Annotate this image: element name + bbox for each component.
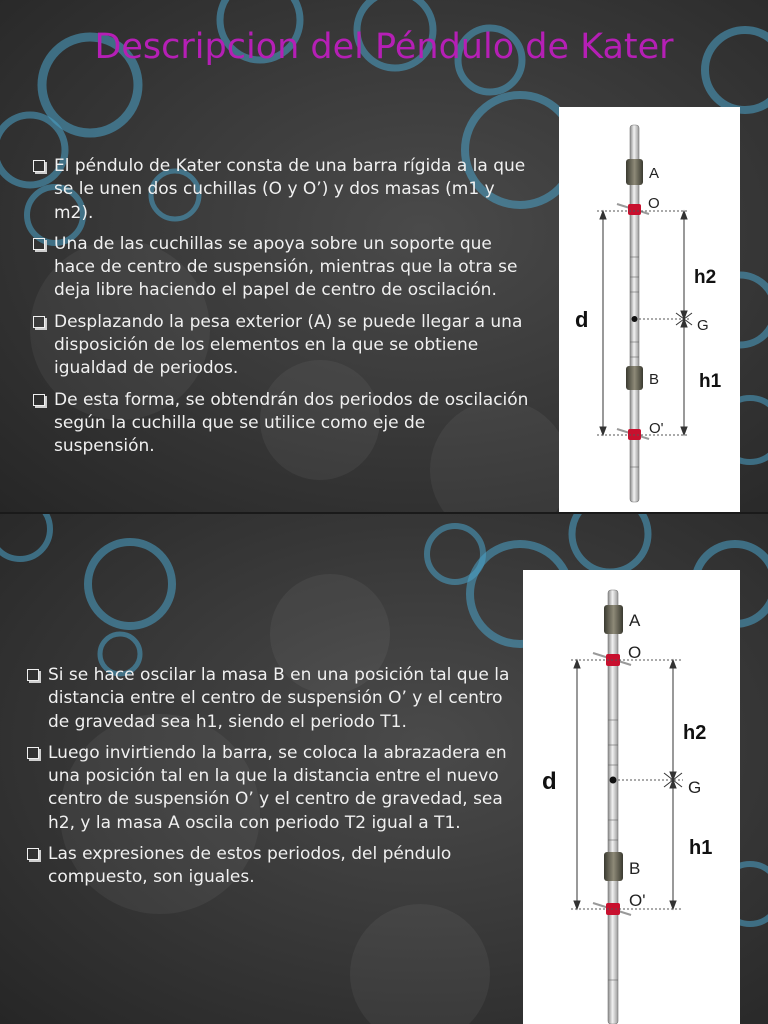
center-of-gravity-dot xyxy=(632,316,638,322)
knife-o xyxy=(617,204,649,215)
checkbox-bullet-icon xyxy=(27,848,39,860)
list-item: Las expresiones de estos periodos, del péndulo compuesto, son iguales. xyxy=(24,843,514,890)
label-o-prime: O' xyxy=(649,420,664,437)
list-item: Una de las cuchillas se apoya sobre un soporte que hace de centro de suspensión, mientras que la otra se deja libre haciendo el papel de centro de oscilación. xyxy=(30,233,530,303)
slide-2 xyxy=(0,512,768,1024)
checkbox-bullet-icon xyxy=(33,394,45,406)
label-o-prime: O' xyxy=(629,891,646,910)
mass-b xyxy=(604,852,623,881)
label-b: B xyxy=(649,371,660,388)
bullet-list xyxy=(30,155,530,467)
label-o: O xyxy=(648,195,660,212)
center-of-gravity-dot xyxy=(610,777,617,784)
label-g: G xyxy=(688,778,702,797)
list-item: De esta forma, se obtendrán dos periodos de oscilación según la cuchilla que se utilice como eje de suspensión. xyxy=(30,389,530,459)
mass-a xyxy=(626,159,643,185)
label-d: d xyxy=(542,768,557,795)
bullet-list xyxy=(24,664,514,898)
label-h2: h2 xyxy=(683,722,707,744)
list-item: Si se hace oscilar la masa B en una posición tal que la distancia entre el centro de suspensión O’ y el centro de gravedad sea h1, siendo el periodo T1. xyxy=(24,664,514,734)
mass-a xyxy=(604,605,623,634)
checkbox-bullet-icon xyxy=(33,316,45,328)
label-a: A xyxy=(629,611,641,630)
checkbox-bullet-icon xyxy=(27,747,39,759)
list-item: El péndulo de Kater consta de una barra rígida a la que se le unen dos cuchillas (O y O’) y dos masas (m1 y m2). xyxy=(30,155,530,225)
list-item: Desplazando la pesa exterior (A) se puede llegar a una disposición de los elementos en la que se obtiene igualdad de periodos. xyxy=(30,311,530,381)
label-o: O xyxy=(628,643,642,662)
slide-title: Descripcion del Péndulo de Kater xyxy=(94,27,674,67)
label-h1: h1 xyxy=(689,837,713,859)
kater-pendulum-diagram xyxy=(523,570,740,1024)
checkbox-bullet-icon xyxy=(27,669,39,681)
checkbox-bullet-icon xyxy=(33,238,45,250)
mass-b xyxy=(626,366,643,390)
list-item: Luego invirtiendo la barra, se coloca la abrazadera en una posición tal en la que la distancia entre el nuevo centro de suspensión O’ y el centro de gravedad, sea h2, y la masa A oscila con periodo T2 igual a T1. xyxy=(24,742,514,835)
label-h2: h2 xyxy=(694,267,717,288)
label-d: d xyxy=(575,307,589,332)
label-a: A xyxy=(649,165,660,182)
label-g: G xyxy=(697,317,709,334)
checkbox-bullet-icon xyxy=(33,160,45,172)
kater-pendulum-diagram xyxy=(559,107,740,512)
label-b: B xyxy=(629,859,641,878)
label-h1: h1 xyxy=(699,371,722,392)
